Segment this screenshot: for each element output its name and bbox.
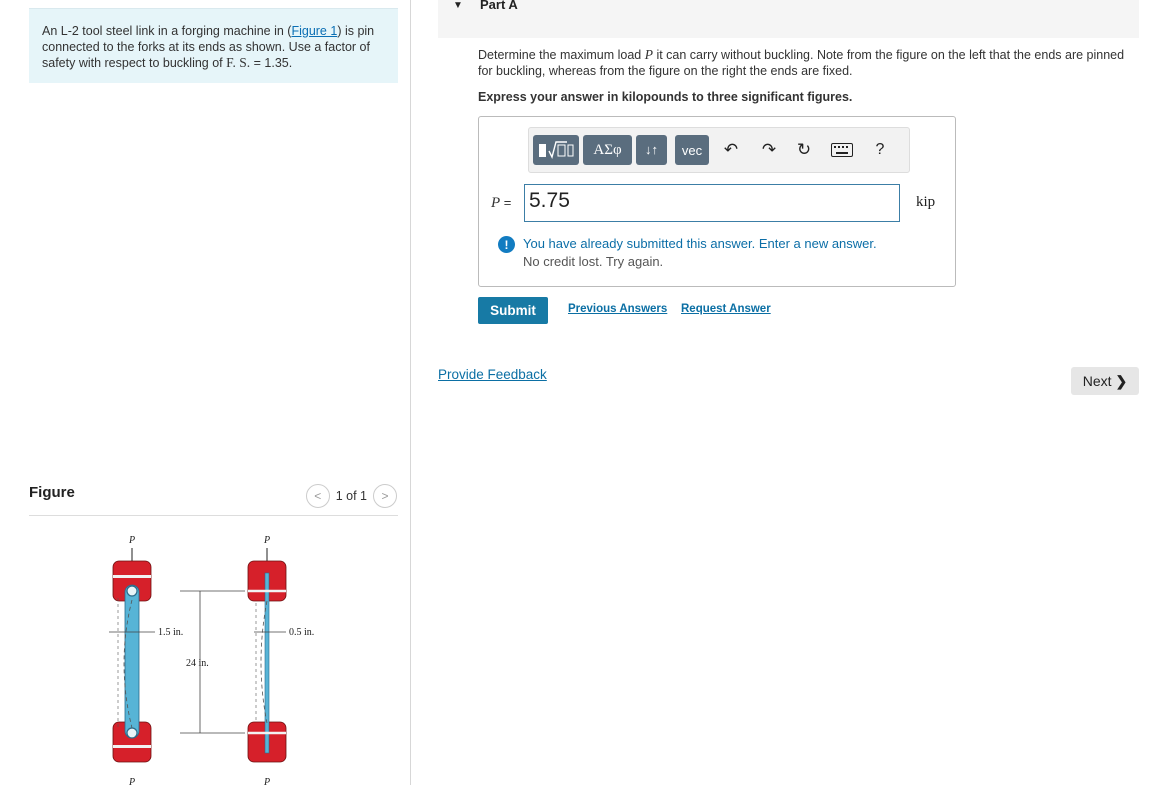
answer-box xyxy=(478,116,956,287)
greek-button[interactable]: ΑΣφ xyxy=(583,135,632,165)
width-label-right: 0.5 in. xyxy=(289,627,315,638)
template-radical-icon[interactable] xyxy=(533,135,579,165)
answer-variable: P xyxy=(491,195,501,211)
problem-text-end: ) is pin connected to the forks at its ends as shown. Use a factor of safety with respect to buckling of xyxy=(42,24,375,70)
answer-variable-label xyxy=(491,195,511,212)
width-label-left: 1.5 in. xyxy=(158,627,184,638)
p-label-bottom-left: P xyxy=(129,777,136,785)
p-label-top-left: P xyxy=(129,535,136,546)
math-toolbar xyxy=(528,127,910,173)
undo-icon[interactable]: ↶ xyxy=(723,140,739,159)
problem-statement xyxy=(29,8,398,83)
column-diagram xyxy=(80,528,340,785)
length-label: 24 in. xyxy=(186,658,209,669)
chevron-right-icon[interactable]: > xyxy=(373,484,397,508)
p-label-top-right: P xyxy=(264,535,271,546)
request-answer-link[interactable]: Request Answer xyxy=(681,303,771,315)
figure-link[interactable]: Figure 1 xyxy=(291,24,338,38)
provide-feedback-link[interactable]: Provide Feedback xyxy=(438,367,547,382)
left-column xyxy=(109,561,183,762)
answer-input[interactable]: 5.75 xyxy=(524,184,900,222)
figure-header xyxy=(29,484,398,516)
question-var: P xyxy=(644,47,653,62)
question-text xyxy=(478,47,1128,79)
help-button[interactable]: ? xyxy=(875,141,885,158)
next-button[interactable] xyxy=(1071,367,1139,395)
alert-message: You have already submitted this answer. Enter a new answer. xyxy=(523,236,877,251)
pager-text: 1 of 1 xyxy=(335,489,367,503)
reset-icon[interactable]: ↻ xyxy=(796,140,812,159)
problem-text-start: An L-2 tool steel link in a forging machine in ( xyxy=(42,24,292,38)
submit-button[interactable]: Submit xyxy=(478,297,548,324)
chevron-left-icon[interactable]: < xyxy=(306,484,330,508)
fs-value: = 1.35. xyxy=(250,56,293,70)
figure-title: Figure xyxy=(29,484,75,501)
vec-button[interactable]: vec xyxy=(675,135,709,165)
redo-icon[interactable]: ↷ xyxy=(761,140,777,159)
previous-answers-link[interactable]: Previous Answers xyxy=(568,303,668,315)
figure-pager xyxy=(306,484,397,508)
part-header[interactable] xyxy=(438,0,1139,38)
answer-equals: = xyxy=(503,195,512,210)
arrows-button[interactable]: ↓↑ xyxy=(636,135,667,165)
next-label: Next xyxy=(1082,373,1112,389)
express-instruction: Express your answer in kilopounds to three significant figures. xyxy=(478,90,853,104)
keyboard-icon[interactable] xyxy=(830,139,854,161)
alert-sub-message: No credit lost. Try again. xyxy=(523,254,664,269)
fs-symbol: F. S. xyxy=(226,55,251,70)
p-label-bottom-right: P xyxy=(264,777,271,785)
caret-down-icon[interactable]: ▼ xyxy=(453,0,463,11)
column-divider xyxy=(410,0,411,785)
part-title: Part A xyxy=(480,0,518,12)
question-pre: Determine the maximum load xyxy=(478,48,645,62)
question-post: it can carry without buckling. Note from the figure on the left that the ends are pinned for buckling, whereas from the figure on the right the ends are fixed. xyxy=(478,48,1125,78)
chevron-right-icon: ❯ xyxy=(1115,372,1128,389)
answer-unit: kip xyxy=(916,194,936,210)
alert-icon: ! xyxy=(498,236,515,253)
figure-image xyxy=(80,528,340,785)
right-column xyxy=(248,561,314,762)
